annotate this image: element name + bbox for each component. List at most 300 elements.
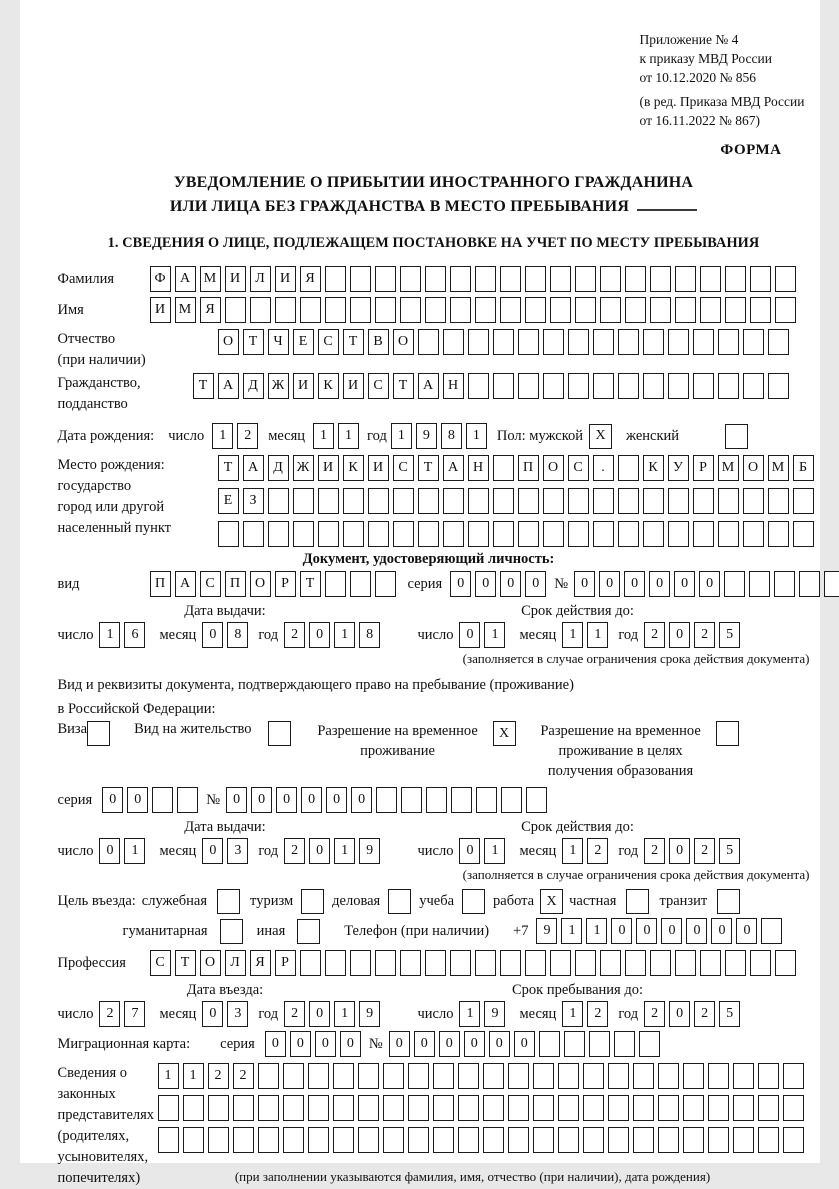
form-cell <box>468 329 489 355</box>
stay-month-boxes <box>562 1001 608 1027</box>
representatives-label-line2: законных <box>57 1086 116 1102</box>
form-cell <box>508 1095 529 1121</box>
form-cell <box>568 329 589 355</box>
form-cell: 0 <box>599 571 620 597</box>
form-cell: Т <box>193 373 214 399</box>
form-cell <box>268 488 289 514</box>
form-cell: 1 <box>587 622 608 648</box>
form-cell: 0 <box>414 1031 435 1057</box>
representatives-label-line1: Сведения о <box>57 1065 128 1081</box>
form-cell: 0 <box>475 571 496 597</box>
form-cell: М <box>200 266 221 292</box>
form-cell: 1 <box>561 918 582 944</box>
form-cell <box>543 329 564 355</box>
birthplace-label-line2: государство <box>57 478 132 494</box>
sex-male-checkbox: X <box>589 424 612 449</box>
temp-residence-edu-checkbox <box>716 721 739 746</box>
form-cell <box>618 521 639 547</box>
form-cell <box>668 488 689 514</box>
permit-expiry-note: (заполняется в случае ограничения срока действия документа) <box>462 867 810 882</box>
form-cell <box>383 1095 404 1121</box>
form-cell: И <box>318 455 339 481</box>
form-cell <box>708 1063 729 1089</box>
form-cell: 0 <box>669 1001 690 1027</box>
form-cell: 0 <box>661 918 682 944</box>
month-label: месяц <box>519 1005 557 1022</box>
firstname-boxes <box>150 297 796 323</box>
form-cell <box>700 266 721 292</box>
form-cell <box>533 1127 554 1153</box>
month-label: месяц <box>159 842 197 859</box>
birthdate-label: Дата рождения: <box>57 427 155 444</box>
form-cell <box>375 266 396 292</box>
form-cell: П <box>225 571 246 597</box>
form-cell <box>443 488 464 514</box>
citizenship-label-line2: подданство <box>57 396 128 412</box>
form-cell: 0 <box>500 571 521 597</box>
form-cell <box>493 329 514 355</box>
purpose-humanitarian-checkbox <box>220 919 243 944</box>
form-cell: М <box>768 455 789 481</box>
birth-day-boxes <box>212 423 258 449</box>
stay-until-heading: Срок пребывания до: <box>512 982 643 998</box>
form-cell: 0 <box>309 838 330 864</box>
form-cell <box>725 266 746 292</box>
form-title-line1: УВЕДОМЛЕНИЕ О ПРИБЫТИИ ИНОСТРАННОГО ГРАЖДАНИНА <box>173 174 694 191</box>
form-cell <box>575 297 596 323</box>
header-amendment-line2: от 16.11.2022 № 867) <box>639 113 760 128</box>
form-cell <box>608 1063 629 1089</box>
permit-intro-line2: в Российской Федерации: <box>57 701 216 717</box>
surname-boxes <box>150 266 796 292</box>
form-title <box>58 171 810 219</box>
form-cell <box>725 950 746 976</box>
form-cell: С <box>568 455 589 481</box>
form-cell: 2 <box>644 622 665 648</box>
form-cell <box>675 950 696 976</box>
entry-month-boxes <box>202 1001 248 1027</box>
temp-residence-edu-label-line2: проживание в целях <box>558 743 683 759</box>
form-cell <box>376 787 397 813</box>
form-cell <box>493 455 514 481</box>
form-cell: Ж <box>293 455 314 481</box>
temp-residence-label <box>309 721 487 761</box>
doc-expiry-note: (заполняется в случае ограничения срока действия документа) <box>462 651 810 666</box>
form-cell <box>258 1095 279 1121</box>
purpose-private-checkbox <box>626 889 649 914</box>
year-label: год <box>618 626 639 643</box>
form-cell <box>725 297 746 323</box>
form-cell: 9 <box>536 918 557 944</box>
form-cell <box>418 521 439 547</box>
doc-series-boxes <box>450 571 546 597</box>
form-cell: К <box>643 455 664 481</box>
doc-dates-row <box>58 622 810 648</box>
form-cell: 0 <box>649 571 670 597</box>
doc-kind-boxes <box>150 571 396 597</box>
form-cell <box>483 1095 504 1121</box>
form-cell: А <box>418 373 439 399</box>
form-cell: О <box>393 329 414 355</box>
form-cell <box>564 1031 585 1057</box>
permit-dates-headings <box>58 819 810 836</box>
form-cell <box>743 488 764 514</box>
patronymic-label <box>58 329 218 371</box>
form-cell: 0 <box>326 787 347 813</box>
representatives-label <box>58 1063 158 1189</box>
form-cell <box>368 488 389 514</box>
form-cell <box>750 266 771 292</box>
form-cell: 8 <box>359 622 380 648</box>
citizenship-label <box>58 373 193 415</box>
form-cell: Р <box>275 950 296 976</box>
form-cell <box>633 1095 654 1121</box>
form-cell: 1 <box>212 423 233 449</box>
form-cell: 0 <box>301 787 322 813</box>
form-cell <box>625 266 646 292</box>
form-cell <box>633 1127 654 1153</box>
form-cell <box>433 1063 454 1089</box>
form-cell: 2 <box>284 622 305 648</box>
form-cell: 0 <box>736 918 757 944</box>
form-cell: 0 <box>309 1001 330 1027</box>
patronymic-label-line1: Отчество <box>57 331 116 347</box>
form-cell: 3 <box>227 838 248 864</box>
form-cell <box>583 1095 604 1121</box>
form-cell <box>508 1127 529 1153</box>
form-cell: О <box>743 455 764 481</box>
entry-day-boxes <box>99 1001 145 1027</box>
sex-female-label: женский <box>626 427 680 444</box>
form-cell: Т <box>418 455 439 481</box>
form-cell: О <box>250 571 271 597</box>
form-cell: 0 <box>489 1031 510 1057</box>
form-cell <box>333 1063 354 1089</box>
form-cell: 0 <box>711 918 732 944</box>
form-cell: 1 <box>99 622 120 648</box>
form-cell <box>483 1063 504 1089</box>
purpose-tourism-label: туризм <box>250 893 294 909</box>
form-cell <box>543 521 564 547</box>
form-cell: П <box>518 455 539 481</box>
form-cell: Т <box>243 329 264 355</box>
form-cell: Я <box>200 297 221 323</box>
form-cell <box>183 1127 204 1153</box>
form-cell: 0 <box>290 1031 311 1057</box>
sex-male-label: Пол: мужской <box>496 427 584 444</box>
form-cell <box>393 521 414 547</box>
form-cell: Я <box>300 266 321 292</box>
form-cell <box>518 329 539 355</box>
form-cell <box>450 950 471 976</box>
birthdate-row <box>58 423 810 449</box>
doc-issue-heading: Дата выдачи: <box>184 603 266 619</box>
form-cell <box>401 787 422 813</box>
form-cell: З <box>243 488 264 514</box>
form-cell <box>675 297 696 323</box>
form-cell <box>793 521 814 547</box>
form-cell: Т <box>393 373 414 399</box>
form-cell: 0 <box>611 918 632 944</box>
migration-card-label: Миграционная карта: <box>57 1035 191 1052</box>
form-cell: 0 <box>351 787 372 813</box>
form-cell <box>774 571 795 597</box>
form-cell <box>543 373 564 399</box>
form-cell <box>539 1031 560 1057</box>
profession-boxes <box>150 950 796 976</box>
permit-issue-day-boxes <box>99 838 145 864</box>
form-cell <box>768 521 789 547</box>
profession-row <box>58 950 810 976</box>
form-cell <box>400 266 421 292</box>
form-cell <box>177 787 198 813</box>
form-cell: 2 <box>208 1063 229 1089</box>
doc-issue-day-boxes <box>99 622 145 648</box>
form-cell <box>668 521 689 547</box>
permit-number-label: № <box>206 791 221 808</box>
form-cell: Т <box>300 571 321 597</box>
form-cell <box>283 1095 304 1121</box>
entry-date-heading: Дата въезда: <box>186 982 264 998</box>
form-cell <box>500 297 521 323</box>
form-cell <box>658 1063 679 1089</box>
form-cell <box>749 571 770 597</box>
form-cell <box>708 1127 729 1153</box>
form-cell <box>218 521 239 547</box>
entry-year-boxes <box>284 1001 380 1027</box>
form-cell <box>575 266 596 292</box>
form-cell: А <box>175 571 196 597</box>
form-cell <box>733 1095 754 1121</box>
citizenship-label-line1: Гражданство, <box>57 375 141 391</box>
form-cell <box>600 266 621 292</box>
form-cell: 1 <box>466 423 487 449</box>
form-cell: М <box>718 455 739 481</box>
form-cell <box>158 1095 179 1121</box>
year-label: год <box>258 626 279 643</box>
form-cell <box>383 1063 404 1089</box>
form-cell <box>718 329 739 355</box>
form-cell <box>318 488 339 514</box>
form-cell <box>358 1063 379 1089</box>
form-cell <box>568 373 589 399</box>
stay-day-boxes <box>459 1001 505 1027</box>
birthplace-locality-boxes <box>218 521 814 547</box>
header-line-appendix: Приложение № 4 <box>639 32 739 47</box>
purpose-humanitarian-label: гуманитарная <box>122 922 208 939</box>
form-cell <box>700 950 721 976</box>
form-cell <box>761 918 782 944</box>
doc-expiry-heading: Срок действия до: <box>521 603 634 619</box>
form-cell: 2 <box>694 622 715 648</box>
form-cell <box>208 1127 229 1153</box>
form-cell <box>375 950 396 976</box>
entry-date <box>58 1001 418 1027</box>
form-cell <box>468 521 489 547</box>
birthplace-city-boxes <box>218 488 814 514</box>
permit-issue-heading: Дата выдачи: <box>184 819 266 835</box>
permit-expiry-date <box>418 838 741 864</box>
profession-label: Профессия <box>57 954 126 971</box>
form-cell: 1 <box>586 918 607 944</box>
visa-label: Виза <box>57 721 88 737</box>
form-cell <box>300 950 321 976</box>
form-cell <box>325 950 346 976</box>
header-amendment-block <box>640 92 810 130</box>
form-cell: 0 <box>202 622 223 648</box>
doc-dates-headings <box>58 603 810 620</box>
form-cell: 0 <box>340 1031 361 1057</box>
form-cell: 0 <box>315 1031 336 1057</box>
form-cell <box>593 521 614 547</box>
form-cell: 8 <box>227 622 248 648</box>
form-cell <box>458 1063 479 1089</box>
permit-series-label: серия <box>57 791 93 808</box>
form-cell: 0 <box>459 838 480 864</box>
form-cell <box>558 1127 579 1153</box>
entry-dates-headings <box>58 982 810 999</box>
form-cell: А <box>218 373 239 399</box>
form-cell <box>693 488 714 514</box>
form-cell: 6 <box>124 622 145 648</box>
purpose-row <box>58 889 810 914</box>
form-cell: 0 <box>127 787 148 813</box>
birthplace-row <box>58 455 810 547</box>
form-cell: Л <box>250 266 271 292</box>
form-cell: 0 <box>674 571 695 597</box>
form-cell: 0 <box>309 622 330 648</box>
form-cell <box>758 1127 779 1153</box>
form-cell <box>418 329 439 355</box>
purpose-official-checkbox <box>217 889 240 914</box>
form-cell <box>408 1063 429 1089</box>
form-cell <box>293 488 314 514</box>
form-cell: 2 <box>587 838 608 864</box>
purpose-intro-label: Цель въезда: <box>57 893 136 909</box>
form-cell: 1 <box>338 423 359 449</box>
identity-doc-row <box>58 571 810 597</box>
form-cell: 1 <box>562 1001 583 1027</box>
form-cell: 2 <box>237 423 258 449</box>
form-cell <box>650 297 671 323</box>
form-cell: С <box>150 950 171 976</box>
birth-year-boxes <box>391 423 487 449</box>
form-cell <box>152 787 173 813</box>
purpose-work-label: работа <box>493 893 535 909</box>
form-cell <box>775 297 796 323</box>
form-cell <box>283 1127 304 1153</box>
form-cell <box>500 950 521 976</box>
form-cell: 2 <box>99 1001 120 1027</box>
form-cell: 0 <box>459 622 480 648</box>
form-cell <box>343 488 364 514</box>
header-line-order: к приказу МВД России <box>639 51 772 66</box>
form-cell: О <box>543 455 564 481</box>
purpose-business-checkbox <box>388 889 411 914</box>
form-cell: 0 <box>525 571 546 597</box>
form-cell <box>589 1031 610 1057</box>
form-cell <box>768 329 789 355</box>
form-cell <box>718 488 739 514</box>
form-cell <box>393 488 414 514</box>
form-cell <box>333 1127 354 1153</box>
form-cell <box>593 373 614 399</box>
temp-residence-edu-label-line1: Разрешение на временное <box>540 723 701 739</box>
form-cell: 0 <box>669 622 690 648</box>
form-cell: Б <box>793 455 814 481</box>
form-cell: М <box>175 297 196 323</box>
form-cell: К <box>318 373 339 399</box>
header-amendment-line1: (в ред. Приказа МВД России <box>639 94 805 109</box>
representatives-row <box>58 1063 810 1189</box>
form-title-line2: ИЛИ ЛИЦА БЕЗ ГРАЖДАНСТВА В МЕСТО ПРЕБЫВАНИЯ <box>169 198 630 215</box>
form-cell: 1 <box>484 622 505 648</box>
form-cell: 2 <box>284 838 305 864</box>
form-cell <box>668 373 689 399</box>
day-label: число <box>417 1005 454 1022</box>
purpose-other-label: иная <box>256 922 286 939</box>
entry-dates-row <box>58 1001 810 1027</box>
year-label: год <box>258 1005 279 1022</box>
form-cell <box>408 1095 429 1121</box>
form-cell <box>618 488 639 514</box>
form-cell: 0 <box>251 787 272 813</box>
day-label: число <box>57 842 94 859</box>
form-cell <box>750 950 771 976</box>
form-cell <box>426 787 447 813</box>
purpose-transit-checkbox <box>717 889 740 914</box>
form-cell <box>518 521 539 547</box>
form-cell: 2 <box>284 1001 305 1027</box>
form-cell <box>350 571 371 597</box>
form-cell <box>518 373 539 399</box>
form-cell: 2 <box>694 1001 715 1027</box>
form-cell: А <box>243 455 264 481</box>
permit-expiry-month-boxes <box>562 838 608 864</box>
form-cell: 3 <box>227 1001 248 1027</box>
form-cell <box>793 488 814 514</box>
form-cell <box>693 329 714 355</box>
form-cell <box>358 1095 379 1121</box>
form-cell <box>208 1095 229 1121</box>
form-cell: 1 <box>334 838 355 864</box>
residence-permit-checkbox <box>268 721 291 746</box>
form-cell <box>268 521 289 547</box>
form-cell <box>383 1127 404 1153</box>
form-cell <box>758 1063 779 1089</box>
form-cell: 0 <box>514 1031 535 1057</box>
form-cell <box>750 297 771 323</box>
form-cell <box>501 787 522 813</box>
form-cell <box>643 521 664 547</box>
stay-until-date <box>418 1001 741 1027</box>
phone-label: Телефон (при наличии) <box>344 922 490 939</box>
form-cell <box>525 297 546 323</box>
form-cell: 0 <box>699 571 720 597</box>
form-cell: И <box>275 266 296 292</box>
form-cell <box>618 329 639 355</box>
temp-residence-checkbox: X <box>493 721 516 746</box>
migration-number-label: № <box>368 1035 383 1052</box>
form-cell <box>675 266 696 292</box>
residence-permit-label: Вид на жительство <box>134 721 252 737</box>
purpose-row2 <box>123 918 810 944</box>
form-cell: 1 <box>334 622 355 648</box>
form-title-line2-wrap <box>58 195 810 219</box>
form-cell <box>476 787 497 813</box>
form-cell: 1 <box>459 1001 480 1027</box>
year-label: год <box>618 842 639 859</box>
